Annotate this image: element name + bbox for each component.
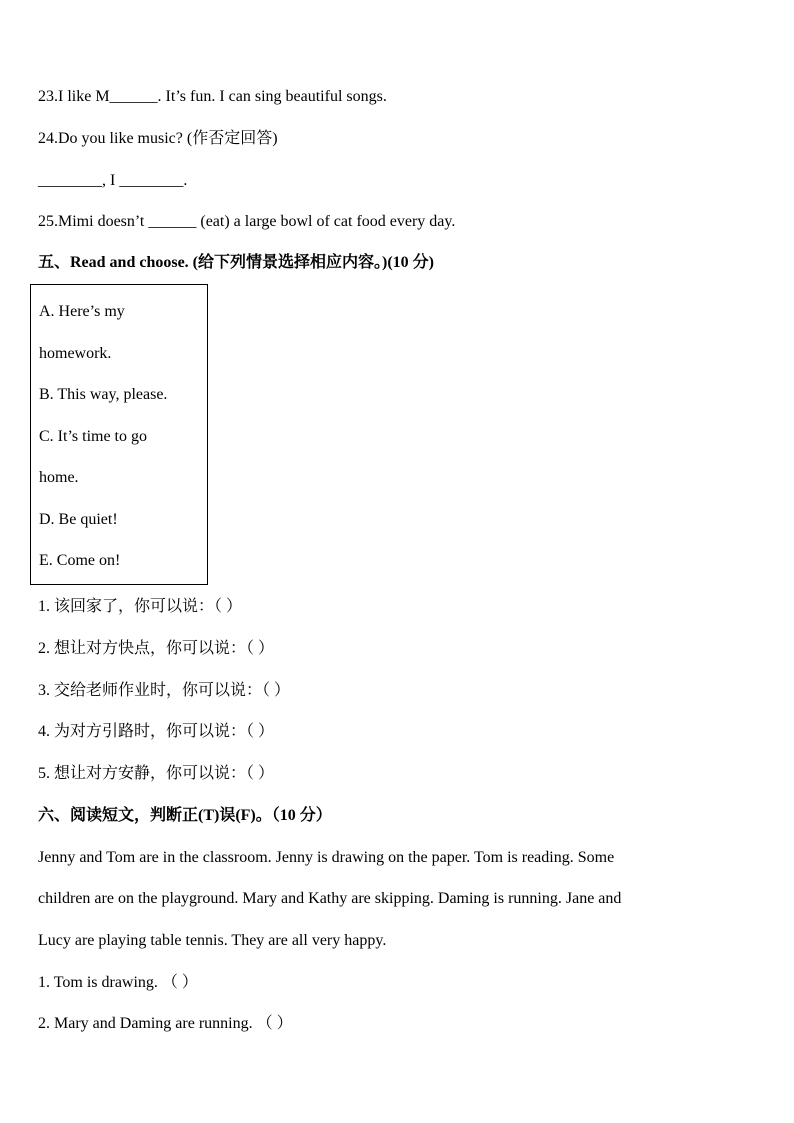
question-24-answer-line: ________, I ________. [38,172,188,189]
option-b: B. This way, please. [39,386,168,403]
judge-question-2: 2. Mary and Daming are running. （ ） [38,1015,293,1032]
section-6-title: 六、阅读短文，判断正(T)误(F)。（10 分） [38,807,332,824]
option-c: C. It’s time to go [39,428,147,445]
passage-line-2: children are on the playground. Mary and Kathy are skipping. Daming is running. Jane and [38,890,622,907]
option-d: D. Be quiet! [39,511,118,528]
passage-line-3: Lucy are playing table tennis. They are all very happy. [38,932,387,949]
section-5-title: 五、Read and choose. (给下列情景选择相应内容。)(10 分) [38,254,434,271]
question-24: 24.Do you like music? (作否定回答) [38,130,278,147]
choose-question-2: 2. 想让对方快点，你可以说：（ ） [38,640,275,657]
options-box [30,284,208,585]
option-a: A. Here’s my [39,303,125,320]
judge-question-1: 1. Tom is drawing. （ ） [38,974,198,991]
choose-question-4: 4. 为对方引路时，你可以说：（ ） [38,723,275,740]
choose-question-5: 5. 想让对方安静，你可以说：（ ） [38,765,275,782]
option-e: E. Come on! [39,552,121,569]
choose-question-1: 1. 该回家了，你可以说：（ ） [38,598,243,615]
choose-question-3: 3. 交给老师作业时，你可以说：（ ） [38,682,291,699]
option-a-continued: homework. [39,345,112,362]
question-23: 23.I like M______. It’s fun. I can sing beautiful songs. [38,88,387,105]
passage-line-1: Jenny and Tom are in the classroom. Jenny is drawing on the paper. Tom is reading. Some [38,849,615,866]
option-c-continued: home. [39,469,79,486]
question-25: 25.Mimi doesn’t ______ (eat) a large bowl of cat food every day. [38,213,456,230]
